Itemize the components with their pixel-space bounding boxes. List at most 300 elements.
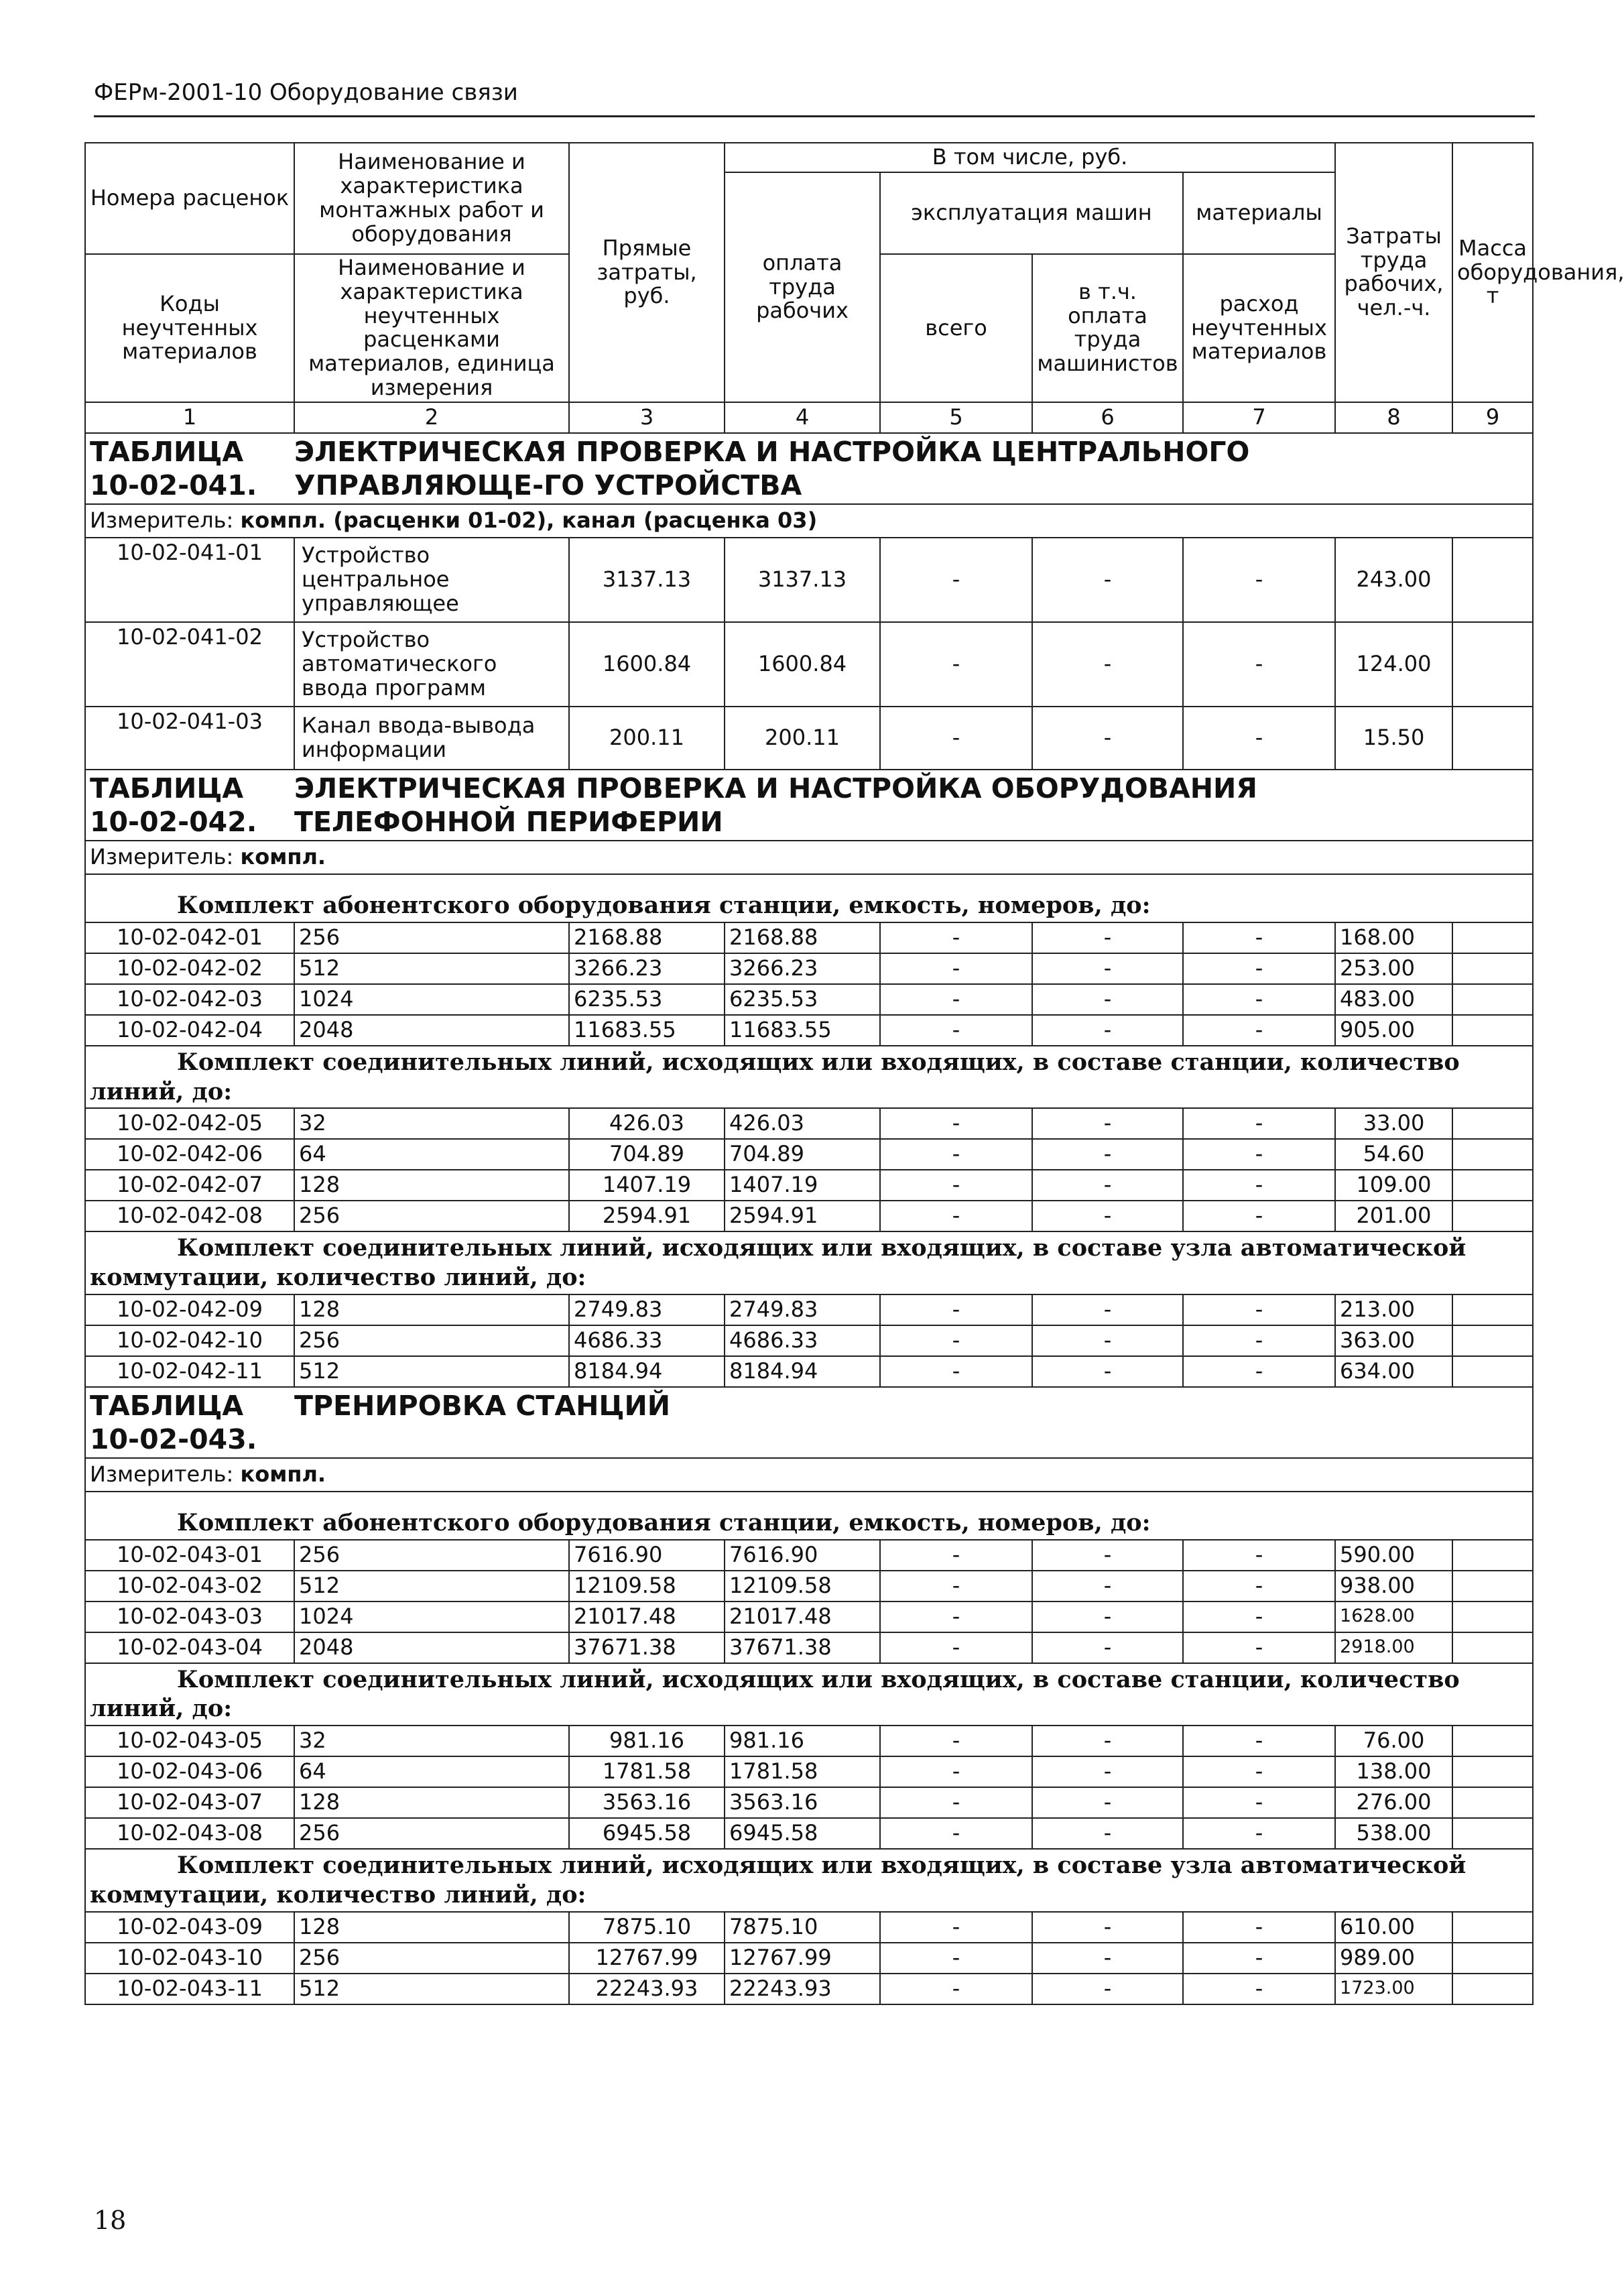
equipment-mass [1452,1912,1533,1943]
machinist-pay: - [1032,1943,1183,1974]
line-count: 128 [294,1787,569,1818]
line-count: 512 [294,1356,569,1387]
table-title-row [85,433,1533,504]
machines-total: - [880,1756,1032,1787]
group-title-row [85,874,1533,922]
direct-costs: 3563.16 [569,1787,725,1818]
rate-code: 10-02-043-06 [85,1756,294,1787]
direct-costs: 2749.83 [569,1294,725,1325]
col2-bottom-header: Наименование и характеристика неучтенных расценками материалов, единица измерения [294,254,569,402]
group-title: Комплект соединительных линий, исходящих или входящих, в составе станции, количество линий, до: [85,1663,1533,1726]
rate-code: 10-02-042-07 [85,1170,294,1201]
materials: - [1183,1294,1335,1325]
norms-table [84,142,1624,2005]
line-count: 64 [294,1756,569,1787]
table-row [85,984,1533,1015]
machinist-pay: - [1032,1571,1183,1602]
rate-code: 10-02-041-03 [85,707,294,770]
labor-hours: 483.00 [1335,984,1452,1015]
table-row [85,1818,1533,1849]
labor-pay: 6235.53 [725,984,880,1015]
materials: - [1183,622,1335,707]
group-title-row [85,1231,1533,1294]
machinist-pay: - [1032,953,1183,984]
labor-hours: 363.00 [1335,1325,1452,1356]
equipment-mass [1452,1139,1533,1170]
materials: - [1183,1015,1335,1046]
equipment-mass [1452,538,1533,622]
machinist-pay: - [1032,1540,1183,1571]
labor-hours: 989.00 [1335,1943,1452,1974]
group-title-row [85,1849,1533,1912]
labor-hours: 2918.00 [1335,1632,1452,1663]
column-number: 5 [880,402,1032,433]
table-number: ТАБЛИЦА 10-02-042. [90,772,257,839]
machines-total: - [880,707,1032,770]
labor-pay: 11683.55 [725,1015,880,1046]
capacity: 256 [294,1540,569,1571]
materials: - [1183,1974,1335,2004]
machinist-pay: - [1032,1170,1183,1201]
machines-total: - [880,1974,1032,2004]
table-10-02-041 [85,433,1533,770]
capacity: 1024 [294,1602,569,1632]
table-row [85,1325,1533,1356]
labor-pay: 2749.83 [725,1294,880,1325]
table-row [85,707,1533,770]
rate-code: 10-02-043-09 [85,1912,294,1943]
table-title-row [85,770,1533,841]
col5-header: всего [880,254,1032,402]
machinist-pay: - [1032,1294,1183,1325]
labor-hours: 54.60 [1335,1139,1452,1170]
labor-hours: 590.00 [1335,1540,1452,1571]
line-count: 256 [294,1325,569,1356]
materials: - [1183,1139,1335,1170]
table-name: ЭЛЕКТРИЧЕСКАЯ ПРОВЕРКА И НАСТРОЙКА ЦЕНТРАЛЬНОГО УПРАВЛЯЮЩЕ-ГО УСТРОЙСТВА [294,435,1250,501]
materials: - [1183,1726,1335,1756]
machines-total: - [880,1139,1032,1170]
table-row [85,1139,1533,1170]
table-row [85,622,1533,707]
labor-hours: 1628.00 [1335,1602,1452,1632]
labor-pay: 200.11 [725,707,880,770]
direct-costs: 704.89 [569,1139,725,1170]
materials: - [1183,1571,1335,1602]
machines-total: - [880,1632,1032,1663]
direct-costs: 1407.19 [569,1170,725,1201]
col9-header: Масса оборудования, т [1452,143,1533,402]
equipment-mass [1452,1571,1533,1602]
rate-code: 10-02-042-06 [85,1139,294,1170]
labor-hours: 634.00 [1335,1356,1452,1387]
machines-total: - [880,1540,1032,1571]
equipment-mass [1452,622,1533,707]
machines-total: - [880,953,1032,984]
machines-total: - [880,1726,1032,1756]
column-number: 4 [725,402,880,433]
rate-code: 10-02-043-07 [85,1787,294,1818]
table-row [85,1294,1533,1325]
machines-total: - [880,622,1032,707]
labor-pay: 426.03 [725,1108,880,1139]
equipment-mass [1452,953,1533,984]
direct-costs: 8184.94 [569,1356,725,1387]
materials-header: материалы [1183,172,1335,254]
labor-pay: 12109.58 [725,1571,880,1602]
column-numbers [85,402,1533,433]
col1-top-header: Номера расценок [85,143,294,254]
materials: - [1183,538,1335,622]
rate-code: 10-02-042-02 [85,953,294,984]
labor-hours: 938.00 [1335,1571,1452,1602]
equipment-mass [1452,1943,1533,1974]
direct-costs: 1600.84 [569,622,725,707]
labor-pay: 6945.58 [725,1818,880,1849]
table-number: ТАБЛИЦА 10-02-041. [90,435,257,501]
direct-costs: 21017.48 [569,1602,725,1632]
col4-header: оплата труда рабочих [725,172,880,402]
direct-costs: 7616.90 [569,1540,725,1571]
machines-total: - [880,1787,1032,1818]
machines-total: - [880,1108,1032,1139]
machinist-pay: - [1032,1818,1183,1849]
direct-costs: 3137.13 [569,538,725,622]
labor-pay: 704.89 [725,1139,880,1170]
labor-pay: 1407.19 [725,1170,880,1201]
labor-hours: 1723.00 [1335,1974,1452,2004]
line-count: 256 [294,1201,569,1231]
capacity: 512 [294,1571,569,1602]
table-row [85,1108,1533,1139]
direct-costs: 4686.33 [569,1325,725,1356]
rate-code: 10-02-043-11 [85,1974,294,2004]
labor-pay: 12767.99 [725,1943,880,1974]
labor-pay: 1600.84 [725,622,880,707]
materials: - [1183,984,1335,1015]
labor-pay: 8184.94 [725,1356,880,1387]
materials: - [1183,1787,1335,1818]
table-title-row [85,1387,1533,1458]
direct-costs: 22243.93 [569,1974,725,2004]
labor-pay: 7875.10 [725,1912,880,1943]
meter [85,1458,1533,1492]
line-count: 512 [294,1974,569,2004]
equipment-mass [1452,1818,1533,1849]
col3-header: Прямые затраты, руб. [569,143,725,402]
machinist-pay: - [1032,1787,1183,1818]
group-title: Комплект абонентского оборудования станции, емкость, номеров, до: [85,874,1533,922]
table-number: ТАБЛИЦА 10-02-043. [90,1389,257,1455]
equipment-mass [1452,1540,1533,1571]
rate-code: 10-02-043-03 [85,1602,294,1632]
materials: - [1183,1602,1335,1632]
group-title: Комплект соединительных линий, исходящих или входящих, в составе станции, количество линий, до: [85,1046,1533,1109]
machines-total: - [880,1201,1032,1231]
machinist-pay: - [1032,1108,1183,1139]
machines-total: - [880,1015,1032,1046]
line-count: 128 [294,1170,569,1201]
direct-costs: 981.16 [569,1726,725,1756]
rate-code: 10-02-041-02 [85,622,294,707]
machines-total: - [880,1571,1032,1602]
table-10-02-042 [85,770,1533,1387]
line-count: 32 [294,1108,569,1139]
machinist-pay: - [1032,1015,1183,1046]
labor-pay: 3563.16 [725,1787,880,1818]
rate-code: 10-02-043-05 [85,1726,294,1756]
direct-costs: 12767.99 [569,1943,725,1974]
column-number: 9 [1452,402,1533,433]
materials: - [1183,1108,1335,1139]
line-count: 32 [294,1726,569,1756]
equipment-mass [1452,1756,1533,1787]
group-title: Комплект соединительных линий, исходящих или входящих, в составе узла автоматической коммутации, количество линий, до: [85,1849,1533,1912]
capacity: 512 [294,953,569,984]
capacity: 256 [294,922,569,953]
machines-total: - [880,1356,1032,1387]
table-row [85,1943,1533,1974]
labor-pay: 37671.38 [725,1632,880,1663]
materials: - [1183,1818,1335,1849]
table-row [85,1015,1533,1046]
col1-bottom-header: Коды неучтенных материалов [85,254,294,402]
materials: - [1183,1912,1335,1943]
materials: - [1183,1170,1335,1201]
machines-total: - [880,1912,1032,1943]
equipment-mass [1452,1787,1533,1818]
direct-costs: 6945.58 [569,1818,725,1849]
machinist-pay: - [1032,1602,1183,1632]
table-row [85,1632,1533,1663]
group-title-row [85,1492,1533,1540]
group-title-row [85,1663,1533,1726]
machinist-pay: - [1032,707,1183,770]
rate-code: 10-02-042-05 [85,1108,294,1139]
labor-hours: 243.00 [1335,538,1452,622]
labor-pay: 3137.13 [725,538,880,622]
machinist-pay: - [1032,1356,1183,1387]
direct-costs: 7875.10 [569,1912,725,1943]
table-row [85,1787,1533,1818]
table-10-02-043 [85,1387,1533,2004]
table-row [85,1356,1533,1387]
meter-value: компл. [240,844,326,870]
capacity: 2048 [294,1015,569,1046]
materials: - [1183,1632,1335,1663]
group-title: Комплект абонентского оборудования станции, емкость, номеров, до: [85,1492,1533,1540]
table-row [85,1540,1533,1571]
equipment-mass [1452,1974,1533,2004]
table-name: ТРЕНИРОВКА СТАНЦИЙ [294,1389,671,1422]
page-number: 18 [94,2206,127,2235]
column-number: 1 [85,402,294,433]
machinist-pay: - [1032,1325,1183,1356]
table-row [85,538,1533,622]
labor-hours: 138.00 [1335,1756,1452,1787]
machinist-pay: - [1032,1756,1183,1787]
rate-code: 10-02-042-11 [85,1356,294,1387]
running-head: ФЕРм-2001-10 Оборудование связи [94,79,518,106]
line-count: 64 [294,1139,569,1170]
meter-value: компл. (расценки 01-02), канал (расценка 03) [240,507,818,534]
direct-costs: 12109.58 [569,1571,725,1602]
meter-row [85,504,1533,538]
machinist-pay: - [1032,1201,1183,1231]
col2-top-header: Наименование и характеристика монтажных работ и оборудования [294,143,569,254]
labor-pay: 981.16 [725,1726,880,1756]
labor-hours: 109.00 [1335,1170,1452,1201]
rate-code: 10-02-042-03 [85,984,294,1015]
labor-pay: 22243.93 [725,1974,880,2004]
column-header [85,143,1624,433]
equipment-mass [1452,1726,1533,1756]
labor-pay: 3266.23 [725,953,880,984]
rate-code: 10-02-042-04 [85,1015,294,1046]
table-row [85,922,1533,953]
line-count: 128 [294,1294,569,1325]
machines-total: - [880,1602,1032,1632]
labor-pay: 21017.48 [725,1602,880,1632]
machinist-pay: - [1032,622,1183,707]
work-name: Устройство автоматического ввода программ [294,622,569,707]
table-name: ЭЛЕКТРИЧЕСКАЯ ПРОВЕРКА И НАСТРОЙКА ОБОРУДОВАНИЯ ТЕЛЕФОННОЙ ПЕРИФЕРИИ [294,772,1257,839]
work-name: Устройство центральное управляющее [294,538,569,622]
labor-hours: 124.00 [1335,622,1452,707]
labor-hours: 253.00 [1335,953,1452,984]
machines-total: - [880,1325,1032,1356]
direct-costs: 426.03 [569,1108,725,1139]
labor-pay: 1781.58 [725,1756,880,1787]
labor-hours: 15.50 [1335,707,1452,770]
incl-header: В том числе, руб. [725,143,1335,172]
labor-hours: 610.00 [1335,1912,1452,1943]
machinist-pay: - [1032,984,1183,1015]
labor-hours: 76.00 [1335,1726,1452,1756]
machinist-pay: - [1032,1632,1183,1663]
machinist-pay: - [1032,1912,1183,1943]
equipment-mass [1452,922,1533,953]
meter-label: Измеритель: [90,1461,234,1487]
column-number: 6 [1032,402,1183,433]
capacity: 2048 [294,1632,569,1663]
work-name: Канал ввода-вывода информации [294,707,569,770]
meter-row [85,1458,1533,1492]
equipment-mass [1452,707,1533,770]
labor-hours: 905.00 [1335,1015,1452,1046]
table-row [85,1756,1533,1787]
materials: - [1183,1201,1335,1231]
labor-pay: 2168.88 [725,922,880,953]
labor-hours: 168.00 [1335,922,1452,953]
col6-header: в т.ч. оплата труда машинистов [1032,254,1183,402]
meter-row [85,841,1533,874]
direct-costs: 200.11 [569,707,725,770]
rate-code: 10-02-043-10 [85,1943,294,1974]
labor-hours: 201.00 [1335,1201,1452,1231]
machines-total: - [880,922,1032,953]
direct-costs: 11683.55 [569,1015,725,1046]
materials: - [1183,922,1335,953]
materials: - [1183,1540,1335,1571]
machines-header: эксплуатация машин [880,172,1183,254]
rate-code: 10-02-042-09 [85,1294,294,1325]
labor-pay: 4686.33 [725,1325,880,1356]
rate-code: 10-02-043-01 [85,1540,294,1571]
direct-costs: 1781.58 [569,1756,725,1787]
labor-pay: 7616.90 [725,1540,880,1571]
equipment-mass [1452,1108,1533,1139]
table-row [85,1912,1533,1943]
direct-costs: 2594.91 [569,1201,725,1231]
column-number: 8 [1335,402,1452,433]
rate-code: 10-02-043-04 [85,1632,294,1663]
machinist-pay: - [1032,922,1183,953]
table-row [85,1726,1533,1756]
equipment-mass [1452,1201,1533,1231]
table-row [85,1201,1533,1231]
group-title: Комплект соединительных линий, исходящих или входящих, в составе узла автоматической коммутации, количество линий, до: [85,1231,1533,1294]
machines-total: - [880,1170,1032,1201]
equipment-mass [1452,1015,1533,1046]
meter-label: Измеритель: [90,507,234,534]
table-row [85,1571,1533,1602]
materials: - [1183,1756,1335,1787]
rate-code: 10-02-042-10 [85,1325,294,1356]
equipment-mass [1452,1170,1533,1201]
table-title [85,1387,1533,1458]
col7-header: расход неучтенных материалов [1183,254,1335,402]
rate-code: 10-02-043-02 [85,1571,294,1602]
labor-pay: 2594.91 [725,1201,880,1231]
table-row [85,1170,1533,1201]
equipment-mass [1452,1602,1533,1632]
machines-total: - [880,984,1032,1015]
direct-costs: 6235.53 [569,984,725,1015]
labor-hours: 213.00 [1335,1294,1452,1325]
column-number: 7 [1183,402,1335,433]
labor-hours: 33.00 [1335,1108,1452,1139]
materials: - [1183,1356,1335,1387]
col8-header: Затраты труда рабочих, чел.-ч. [1335,143,1452,402]
table-title [85,433,1533,504]
machinist-pay: - [1032,1726,1183,1756]
materials: - [1183,953,1335,984]
machinist-pay: - [1032,538,1183,622]
equipment-mass [1452,1356,1533,1387]
labor-hours: 538.00 [1335,1818,1452,1849]
equipment-mass [1452,1294,1533,1325]
labor-hours: 276.00 [1335,1787,1452,1818]
machines-total: - [880,538,1032,622]
capacity: 1024 [294,984,569,1015]
machines-total: - [880,1294,1032,1325]
materials: - [1183,1943,1335,1974]
rate-code: 10-02-041-01 [85,538,294,622]
line-count: 128 [294,1912,569,1943]
group-title-row [85,1046,1533,1109]
direct-costs: 3266.23 [569,953,725,984]
equipment-mass [1452,1632,1533,1663]
machinist-pay: - [1032,1139,1183,1170]
column-number: 2 [294,402,569,433]
rate-code: 10-02-042-01 [85,922,294,953]
direct-costs: 37671.38 [569,1632,725,1663]
header-rule [94,115,1535,117]
rate-code: 10-02-043-08 [85,1818,294,1849]
machinist-pay: - [1032,1974,1183,2004]
meter-value: компл. [240,1461,326,1487]
